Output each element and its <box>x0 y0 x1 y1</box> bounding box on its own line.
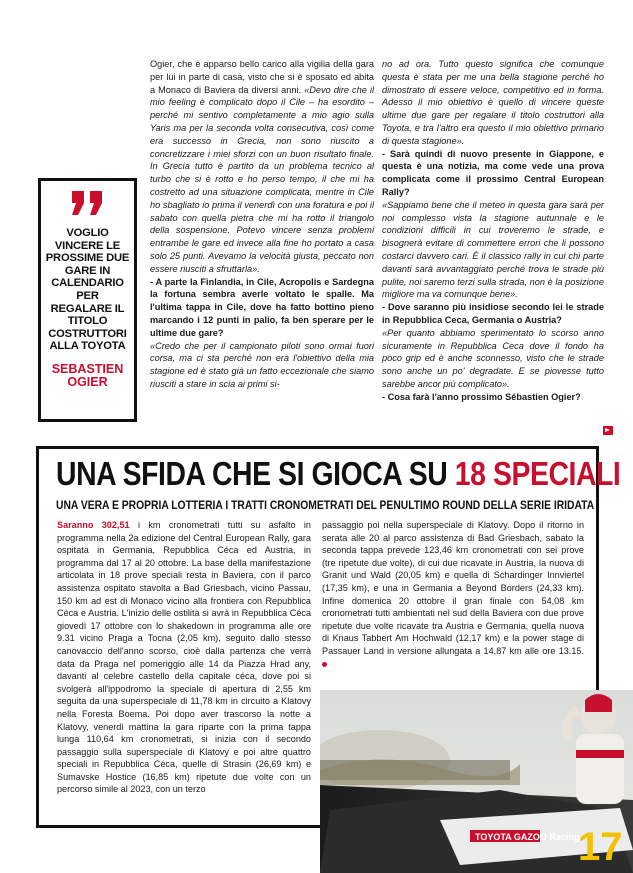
pull-quote-box <box>38 178 137 422</box>
car-number-text: 17 <box>578 825 623 869</box>
box-subtitle: UNA VERA E PROPRIA LOTTERIA I TRATTI CRONOMETRATI DEL PENULTIMO ROUND DELLA SERIE IRIDATA <box>56 498 595 512</box>
interview-answer: «Credo che per il campionato piloti sono ormai fuori corsa, ma ci sta perché non era l'obiettivo della mia stagione ed è stato già un fatto eccezionale che siamo riusciti a stare in scia ai primi si- <box>150 340 374 389</box>
car-brand-text: TOYOTA GAZOO Racing <box>475 832 580 842</box>
box-column-1-text: i km cronometrati tutti su asfalto in programma nella 2a edizione del Central European Rally, gara ospitata in Germania, Repubblica Céca ed Austria, in programma dal 17 al 20 ottobre. La base della manifestazione articolata in 18 prove speciali resta in Baviera, con il parco assistenza ospitato stavolta a Bad Griesbach, vicino Passau, 150 km ad est di Monaco vicino alla frontiera con Repubblica Céca e Austria. L'inizio delle ostilità si avrà in Repubblica Céca giovedì 17 ottobre con lo shakedown in programma alle ore 9.31 vicino Praga a Tocna (2,05 km), seguito dallo stesso canovaccio dell'anno scorso, cioè dalla partenza che verrà data da Praga nel pomeriggio alle 14 da Piazza Hrad any, davanti al celebre castello della capitale céca, dove poi si svolgerà all'ippodromo la speciale di apertura di 2,55 km seguita da una superspeciale di 11,78 km in circuito a Klatovy nella Foresta Boema. Poi dopo aver trascorso la notte a Klatovy, venerdì mattina la gara riparte con la prima tappa lunga 110,64 km cronometrati, si inizia con il secondo passaggio sulla superspeciale di Klatovy e poi altre quattro speciali in Repubblica Céca, quelle di Strasin (26,69 km) e Sumavske Hostice (16,85 km) ripetute due volte con un percorso simile al 2023, con un terzo <box>57 520 311 795</box>
interview-question: - Cosa farà l'anno prossimo Sébastien Ogier? <box>382 391 581 402</box>
interview-question: - Dove saranno più insidiose secondo lei le strade in Repubblica Ceca, Germania o Austria? <box>382 302 604 325</box>
box-title-highlight: 18 SPECIALI <box>454 455 621 492</box>
interview-answer: «Per quanto abbiamo sperimentato lo scorso anno sicuramente in Repubblica Ceca dove il fondo ha poco grip ed è anche sconnesso, visto che le strade sono anche un po' degradate. E se piovesse tutto sarebbe ancor più complicato». <box>382 327 604 389</box>
interview-paragraph: Ogier, che è apparso bello carico alla vigilia della gara per lui in parte di casa, visto che si è sposato ed abita a Monaco di Baviera da diversi anni. <box>150 59 374 95</box>
box-lead: Saranno 302,51 <box>57 520 130 530</box>
pull-quote-author: SEBASTIEN OGIER <box>51 361 124 389</box>
interview-column-2 <box>382 58 604 404</box>
box-title <box>56 455 620 493</box>
box-column-2 <box>322 519 584 670</box>
interview-answer: «Sappiamo bene che il meteo in questa gara sarà per noi complesso vista la stagione autunnale e le condizioni difficili in cui troveremo le strade, e bisognerà evitare di commettere errori che li possono costarci davvero cari. È il classico rally in cui chi parte davanti sarà avvantaggiato perché trova le strade più pulite, noi saremo terzi sulla strada, non è la posizione migliore ma va comunque bene». <box>382 199 604 300</box>
pull-quote-text: VOGLIO VINCERE LE PROSSIME DUE GARE IN CALENDARIO PER REGALARE IL TITOLO COSTRUTTORI ALLA TOYOTA <box>45 227 130 353</box>
interview-column-1 <box>150 58 374 391</box>
interview-answer: no ad ora. Tutto questo significa che comunque questa è stata per me una bella stagione perché ho dimostrato di essere veloce, competitivo ed in forma. Adesso il mio obiettivo è quello di vincere queste ultime due gare per regalare il titolo costruttori alla Toyota, e tra l'altro era questo il mio obiettivo primario di questa stagione». <box>382 59 604 146</box>
interview-answer: «Devo dire che il mio feeling è complicato dopo il Cile – ha esordito – perché mi sentivo completamente a mio agio sulla Yaris ma per la seconda volta consecutiva, così come era successo in Grecia, non sono riuscito a concretizzare i miei sforzi con un buon risultato finale. In Grecia tutto è partito da un problema tecnico al turbo che si è rotto e ho perso tempo, il che mi ha costretto ad una situazione complicata, mentre in Cile ho sbagliato io prima il venerdì con una foratura e poi il sabato con quella pietra che mi ha rotto il triangolo della sospensione. Potevo vincere senza problemi entrambe le gare ed invece alla fine ho portato a casa solo 25 punti. Avevamo la velocità giusta, peccato non essere riusciti a sfruttarla». <box>150 84 374 274</box>
box-column-2-text: passaggio poi nella superspeciale di Klatovy. Dopo il ritorno in serata alle 20 al parco assistenza di Bad Griesbach, sabato la seconda tappa prevede 123,46 km cronometrati con sei prove (tre ripetute due volte), di cui due ricavate in Austria, la nuova di Granit und Wald (20,05 km) e quella di Schardinger Innviertel (17,35 km), e una in Germania a Beyond Borders (24,33 km). Infine domenica 20 ottobre il gran finale con 54,08 km cronometrati tutti ambientati nel sud della Baviera con due prove ripetute due volte ricavate tra Austria e Germania, quella nuova di Knaus Tabbert Am Hochwald (12,17 km) e la power stage di Passauer Land in versione allungata a 14,87 km alle ore 13.15. <box>322 520 584 656</box>
driver-photo-illustration <box>320 690 633 873</box>
continue-arrow-icon <box>603 426 613 435</box>
box-column-1 <box>57 519 311 796</box>
interview-question: - Sarà quindi di nuovo presente in Giappone, e questa è una notizia, ma come vede una prova complicata come il prossimo Central European Rally? <box>382 148 604 197</box>
interview-question: - A parte la Finlandia, in Cile, Acropolis e Sardegna la fortuna sembra averle voltato le spalle. Ma l'ultima tappa in Cile, dove ha fatto bottino pieno marcando i 12 punti in palio, fa ben sperare per le ultime due gare? <box>150 276 374 338</box>
end-mark-icon <box>322 662 327 667</box>
box-title-main: UNA SFIDA CHE SI GIOCA SU <box>56 455 455 492</box>
quote-mark-icon <box>68 189 108 217</box>
driver-photo <box>320 690 633 873</box>
